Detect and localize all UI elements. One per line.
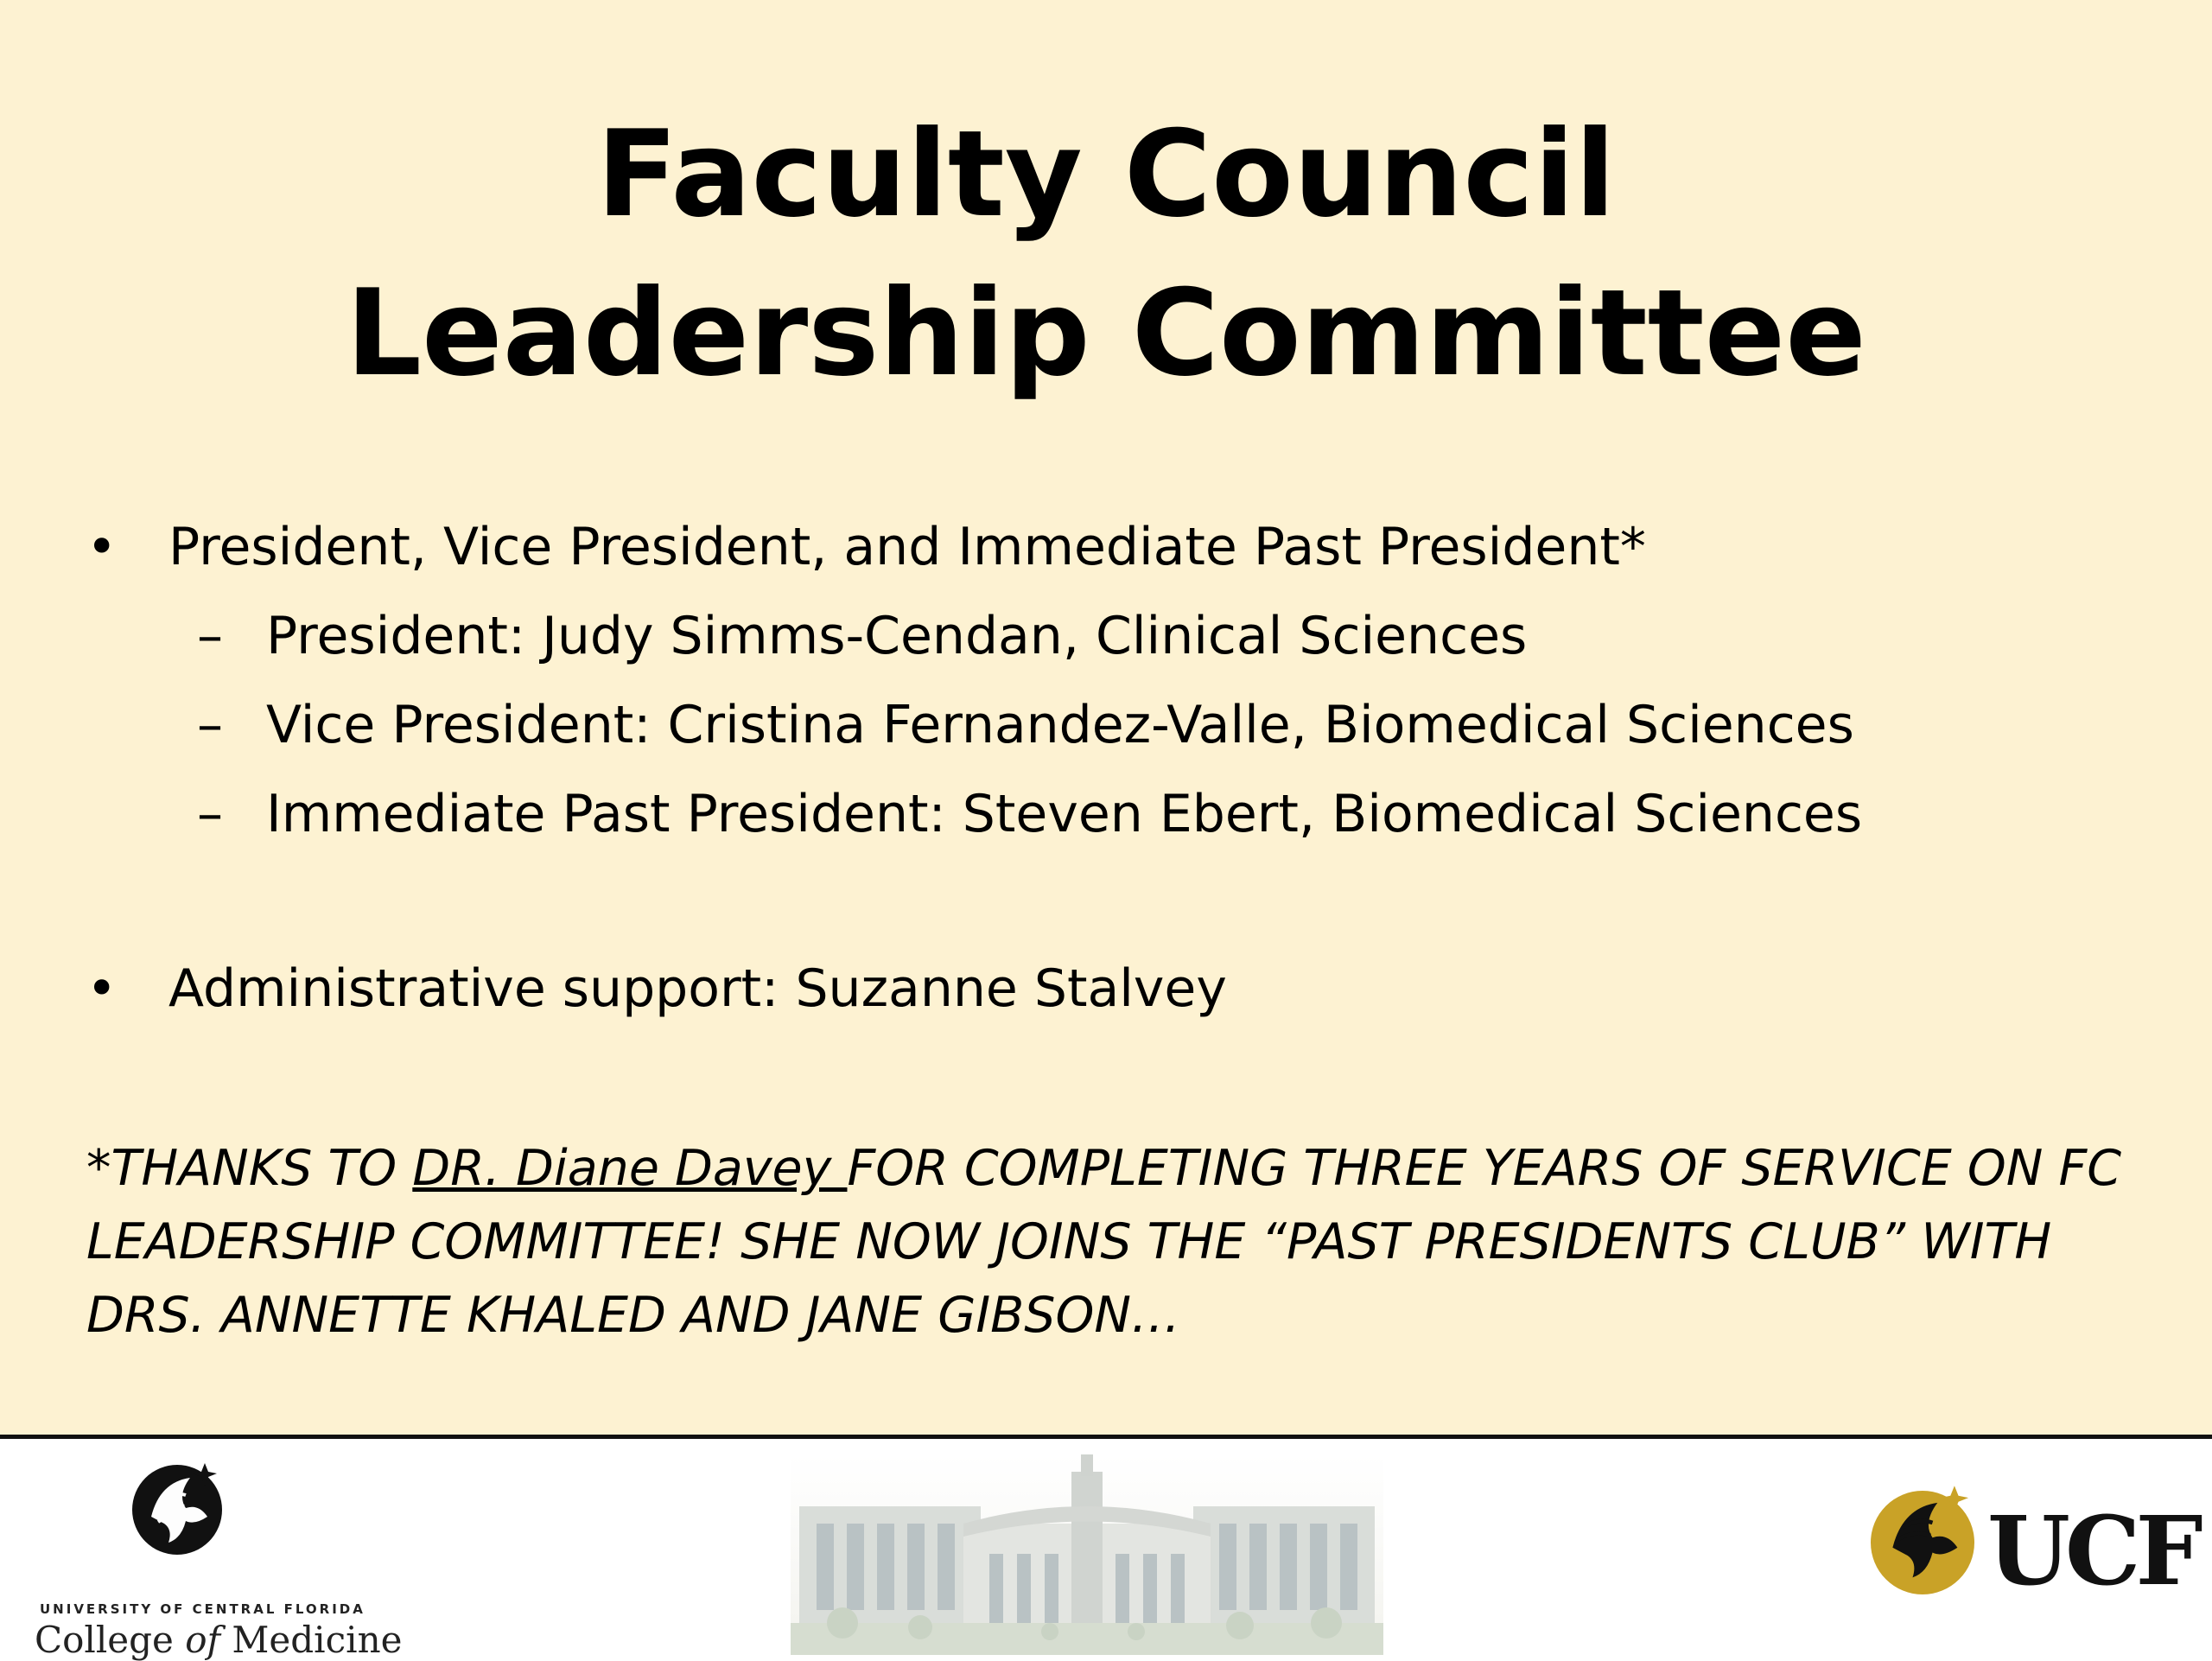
ucf-logo bbox=[1858, 1478, 2198, 1616]
building-photo bbox=[791, 1454, 1383, 1655]
sub-bullet-text: Vice President: Cristina Fernandez-Valle, Biomedical Sciences bbox=[266, 695, 1854, 755]
dash-marker: – bbox=[197, 606, 223, 666]
bullet-marker: • bbox=[86, 517, 118, 577]
university-name: UNIVERSITY OF CENTRAL FLORIDA bbox=[40, 1601, 365, 1617]
ucf-wordmark: UCF bbox=[1987, 1495, 2198, 1607]
dash-marker: – bbox=[197, 784, 223, 844]
thanks-note bbox=[86, 1132, 2160, 1352]
bullet-text: President, Vice President, and Immediate Past President* bbox=[168, 517, 1646, 577]
slide-title bbox=[0, 95, 2212, 413]
college-name bbox=[35, 1619, 402, 1661]
college-of-medicine-logo bbox=[35, 1456, 403, 1661]
title-line-1: Faculty Council bbox=[596, 105, 1616, 244]
college-of: of bbox=[185, 1619, 221, 1661]
note-underlined-name: DR. Diane Davey bbox=[412, 1140, 848, 1197]
pegasus-gold-icon bbox=[1858, 1478, 1987, 1607]
college-suffix: Medicine bbox=[220, 1619, 403, 1661]
pegasus-icon bbox=[125, 1456, 229, 1569]
bullet-marker: • bbox=[86, 958, 118, 1019]
note-prefix: *THANKS TO bbox=[86, 1140, 413, 1197]
bullet-text: Administrative support: Suzanne Stalvey bbox=[168, 958, 1227, 1019]
sub-bullet-text: Immediate Past President: Steven Ebert, Biomedical Sciences bbox=[266, 784, 1863, 844]
note-suffix: FOR COMPLETING THREE YEARS OF SERVICE ON FC LEADERSHIP COMMITTEE! SHE NOW JOINS THE “PAST PRESIDENTS CLUB” WITH DRS. ANNETTE KHALED AND JANE GIBSON… bbox=[86, 1140, 2122, 1344]
sub-bullet-text: President: Judy Simms-Cendan, Clinical Sciences bbox=[266, 606, 1528, 666]
dash-marker: – bbox=[197, 695, 223, 755]
title-line-2: Leadership Committee bbox=[346, 264, 1866, 403]
footer bbox=[0, 1439, 2212, 1659]
college-prefix: College bbox=[35, 1619, 186, 1661]
